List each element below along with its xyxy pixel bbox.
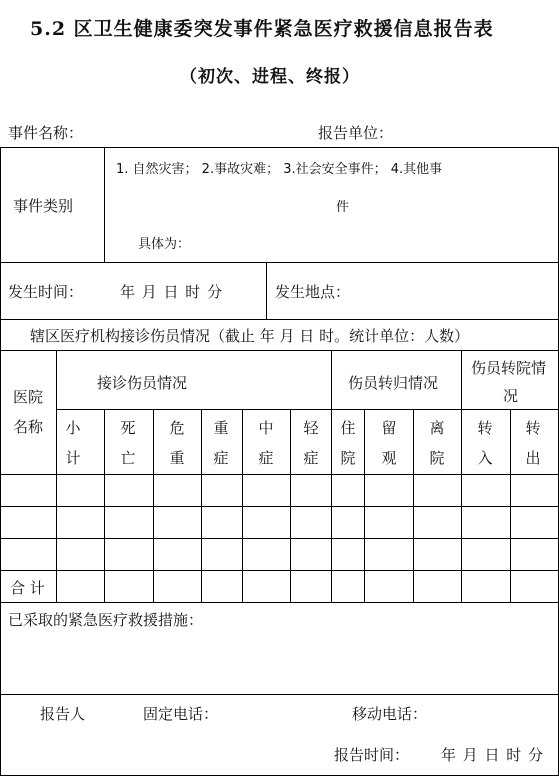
group-received-header: 接诊伤员情况 [97,374,188,392]
measures-label: 已采取的紧急医疗救援措施： [8,611,204,629]
total-row-label: 合 计 [10,579,45,597]
col-line [201,409,202,602]
row-line [0,506,559,507]
column-header: 亡 [120,449,136,467]
column-header: 住 [340,419,356,437]
column-header: 中 [258,419,274,437]
row-line [0,602,559,603]
column-header: 离 [429,419,445,437]
row-line [0,319,559,320]
col-line [290,409,291,602]
group-transfer-header: 伤员转院情 [471,359,547,377]
column-header: 观 [381,449,397,467]
occurrence-time-fields: 年 月 日 时 分 [120,283,224,301]
landline-label: 固定电话： [143,705,219,723]
report-unit-label: 报告单位： [318,124,394,142]
category-specify-label: 具体为： [138,237,191,252]
row-line [0,474,559,475]
category-label: 事件类别 [13,197,74,215]
row-line [0,147,559,148]
row-line [0,694,559,695]
col-line [0,147,1,775]
row-line [0,538,559,539]
column-header: 院 [340,449,356,467]
column-header: 症 [303,449,319,467]
column-header: 症 [213,449,229,467]
reporter-label: 报告人 [40,705,86,723]
column-header: 计 [65,449,81,467]
column-header: 重 [213,419,229,437]
row-line [0,262,559,263]
column-header: 入 [477,449,493,467]
column-header: 危 [169,419,185,437]
occurrence-place-label: 发生地点： [275,283,351,301]
col-line [56,350,57,602]
col-line [413,409,414,602]
group-outcome-header: 伤员转归情况 [348,374,439,392]
hospital-label: 医院 [13,388,44,406]
page-subtitle: （初次、进程、终报） [180,67,360,87]
col-line [104,409,105,602]
column-header: 死 [120,419,136,437]
column-header: 小 [65,419,81,437]
column-header: 院 [429,449,445,467]
col-line [461,350,462,602]
column-header: 留 [381,419,397,437]
column-header: 轻 [303,419,319,437]
col-line [510,409,511,602]
category-options-wrap: 件 [336,200,350,215]
col-line [266,262,267,319]
row-line [0,570,559,571]
column-header: 转 [477,419,493,437]
page-title: 5.2 区卫生健康委突发事件紧急医疗救援信息报告表 [30,18,494,40]
column-header: 出 [525,449,541,467]
group-transfer-header: 况 [503,387,519,405]
casualty-section-title: 辖区医疗机构接诊伤员情况（截止 年 月 日 时。统计单位：人数） [30,327,470,345]
report-time-label: 报告时间： [334,746,410,764]
occurrence-time-label: 发生时间： [8,283,84,301]
row-line [0,350,559,351]
col-line [242,409,243,602]
column-header: 转 [525,419,541,437]
report-time-fields: 年 月 日 时 分 [441,746,545,764]
mobile-label: 移动电话： [352,705,428,723]
col-line [364,409,365,602]
event-name-label: 事件名称： [8,124,84,142]
row-line [56,409,559,410]
column-header: 重 [169,449,185,467]
col-line [153,409,154,602]
category-options: 1. 自然灾害； 2.事故灾难； 3.社会安全事件； 4.其他事 [116,162,443,177]
col-line [104,147,105,262]
hospital-label: 名称 [13,418,44,436]
column-header: 症 [258,449,274,467]
col-line [331,350,332,602]
